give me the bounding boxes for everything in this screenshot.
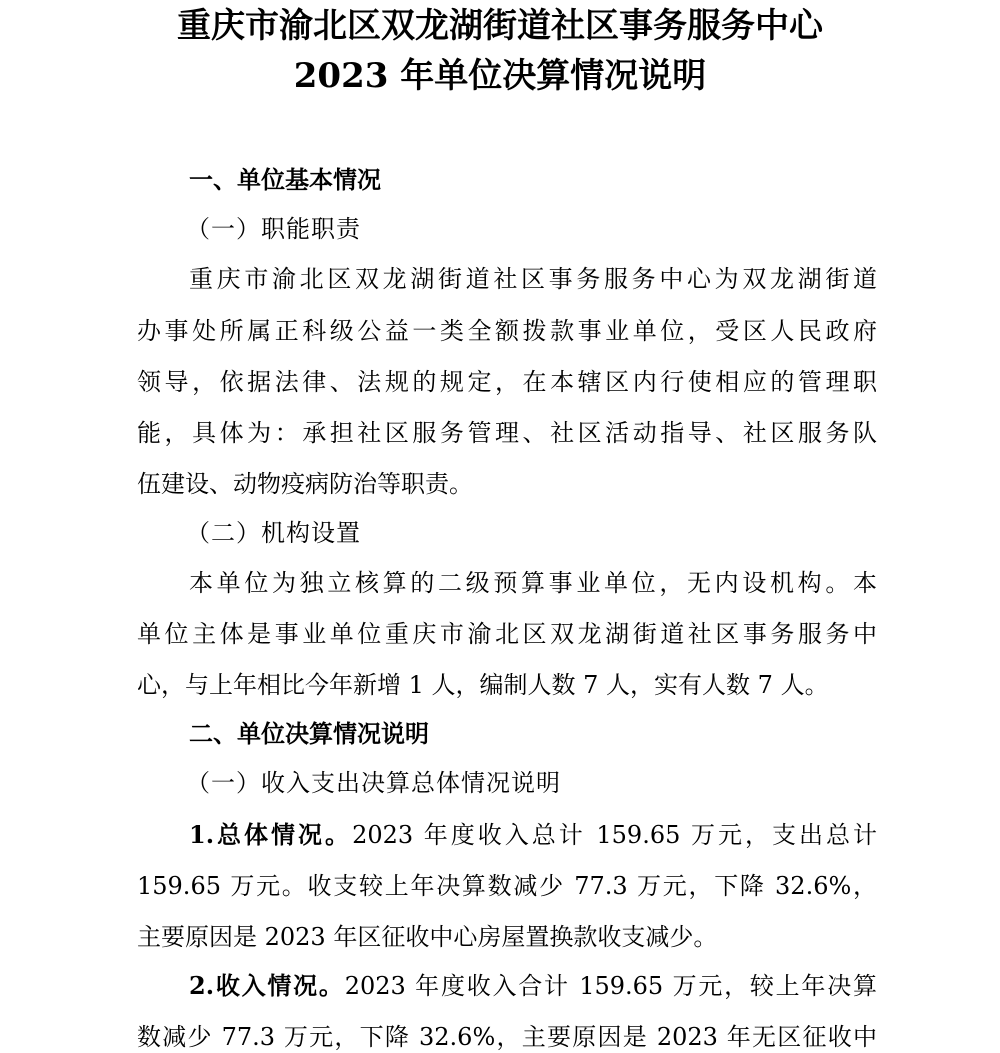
paragraph-line: 单位主体是事业单位重庆市渝北区双龙湖街道社区事务服务中 bbox=[137, 620, 877, 648]
paragraph-line: 重庆市渝北区双龙湖街道社区事务服务中心为双龙湖街道 bbox=[189, 265, 877, 293]
paragraph-label: 2.收入情况。 bbox=[189, 971, 345, 1000]
paragraph-line: 数减少 77.3 万元，下降 32.6%，主要原因是 2023 年无区征收中 bbox=[137, 1023, 877, 1051]
section1-sub2-heading: （二）机构设置 bbox=[186, 519, 361, 547]
paragraph-label: 1.总体情况。 bbox=[189, 820, 353, 849]
paragraph-line: 领导，依据法律、法规的规定，在本辖区内行使相应的管理职 bbox=[137, 368, 877, 396]
section2-sub1-heading: （一）收入支出决算总体情况说明 bbox=[186, 769, 561, 797]
paragraph-line: 本单位为独立核算的二级预算事业单位，无内设机构。本 bbox=[189, 569, 877, 597]
section1-heading: 一、单位基本情况 bbox=[189, 166, 381, 194]
section1-sub1-heading: （一）职能职责 bbox=[186, 215, 361, 243]
document-title-line2: 2023 年单位决算情况说明 bbox=[293, 56, 707, 96]
paragraph-text: 2023 年度收入总计 159.65 万元，支出总计 bbox=[352, 821, 877, 849]
section2-heading: 二、单位决算情况说明 bbox=[189, 720, 429, 748]
paragraph-line: 能，具体为：承担社区服务管理、社区活动指导、社区服务队 bbox=[137, 419, 877, 447]
paragraph-line: 伍建设、动物疫病防治等职责。 bbox=[137, 470, 473, 498]
document-title-line1: 重庆市渝北区双龙湖街道社区事务服务中心 bbox=[177, 6, 823, 46]
paragraph-line: 心，与上年相比今年新增 1 人，编制人数 7 人，实有人数 7 人。 bbox=[137, 671, 829, 699]
paragraph-line: 159.65 万元。收支较上年决算数减少 77.3 万元，下降 32.6%， bbox=[137, 872, 877, 900]
paragraph-line bbox=[189, 970, 877, 1002]
paragraph-text: 2023 年度收入合计 159.65 万元，较上年决算 bbox=[344, 972, 877, 1000]
paragraph-line bbox=[189, 819, 877, 851]
paragraph-line: 办事处所属正科级公益一类全额拨款事业单位，受区人民政府 bbox=[137, 317, 877, 345]
paragraph-line: 主要原因是 2023 年区征收中心房屋置换款收支减少。 bbox=[137, 923, 718, 951]
